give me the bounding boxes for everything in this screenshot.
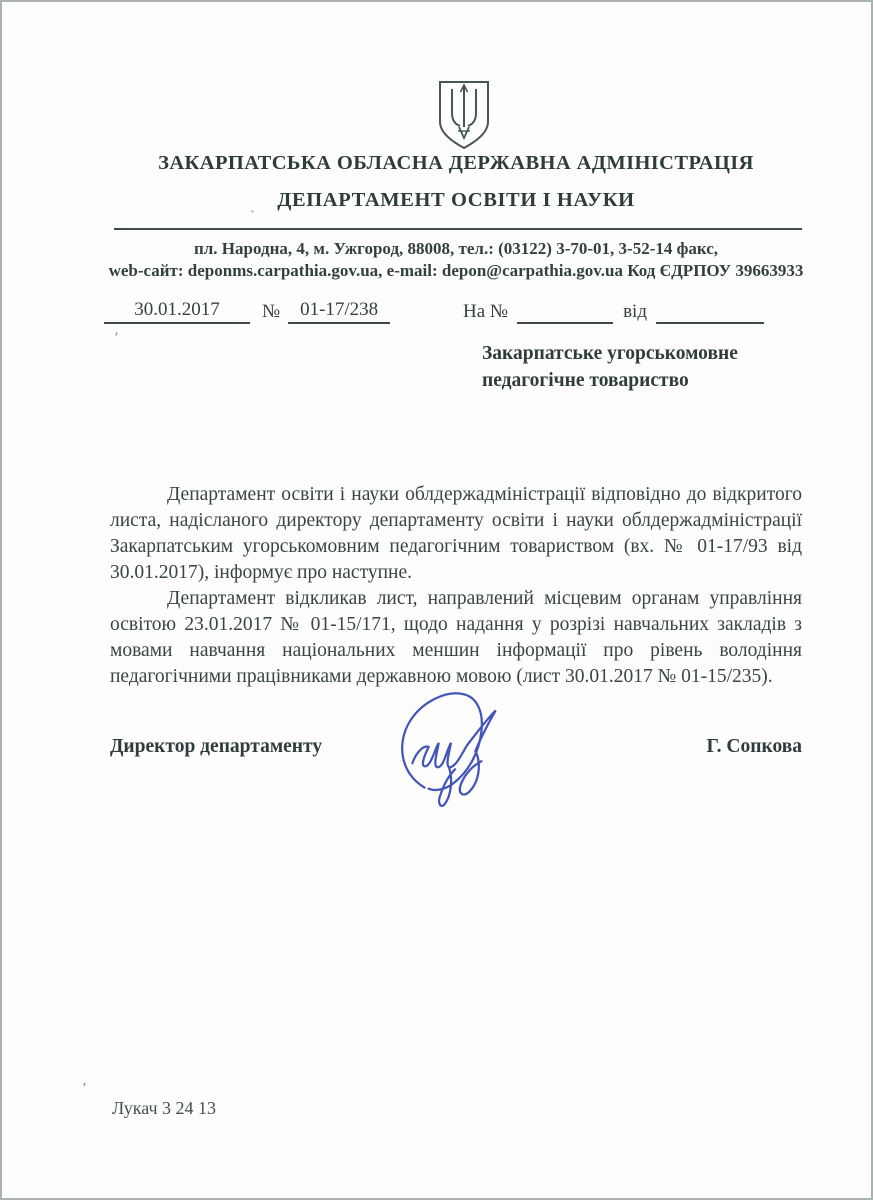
signer-name: Г. Сопкова [706, 736, 802, 757]
body-paragraph-1: Департамент освіти і науки облдержадміністрації відповідно до відкритого листа, надісланого директору департаменту освіти і науки облдержадміністрації Закарпатським угорськомовним педагогічним товариством (вх. № 01-17/93 від 30.01.2017), інформує про наступне. [110, 484, 802, 583]
scan-artifact: ` [250, 209, 255, 224]
org-name-line2: ДЕПАРТАМЕНТ ОСВІТИ І НАУКИ [277, 189, 635, 211]
letter-date: 30.01.2017 [104, 298, 250, 324]
org-name-line1: ЗАКАРПАТСЬКА ОБЛАСНА ДЕРЖАВНА АДМІНІСТРАЦІЯ [158, 152, 754, 174]
reply-date-blank [656, 322, 764, 324]
scan-artifact: ‚ [114, 323, 119, 338]
outgoing-number: 01-17/238 [288, 298, 390, 324]
scan-artifact: ’ [82, 1081, 87, 1096]
letterhead-divider [114, 228, 802, 230]
reply-reference-group [463, 300, 764, 324]
document-content [110, 2, 802, 1198]
reply-number-blank [517, 322, 613, 324]
recipient-line1: Закарпатське угорськомовне [482, 343, 738, 364]
numero-sign: № [262, 301, 281, 322]
recipient-line2: педагогічне товариство [482, 370, 689, 391]
reference-row [110, 298, 802, 324]
address-line1: пл. Народна, 4, м. Ужгород, 88008, тел.: (03122) 3-70-01, 3-52-14 факс, [193, 239, 719, 258]
signer-position-title: Директор департаменту [110, 736, 323, 757]
recipient-block [482, 340, 738, 394]
letter-body [110, 482, 802, 690]
handwritten-signature-icon [390, 686, 512, 812]
executor-note: Лукач 3 24 13 [112, 1098, 217, 1118]
reply-to-label: На № [463, 301, 509, 322]
reply-date-label: від [623, 301, 647, 322]
address-line2: web-сайт: deponms.carpathia.gov.ua, e-mail: depon@carpathia.gov.ua Код ЄДРПОУ 39663933 [108, 261, 804, 280]
ukraine-trident-emblem-icon [435, 80, 493, 150]
body-paragraph-2: Департамент відкликав лист, направлений місцевим органам управління освітою 23.01.2017 № 01-15/171, щодо надання у розрізі навчальних закладів з мовами навчання національних меншин інформації про рівень володіння педагогічними працівниками державною мовою (лист 30.01.2017 № 01-15/235). [110, 588, 802, 687]
